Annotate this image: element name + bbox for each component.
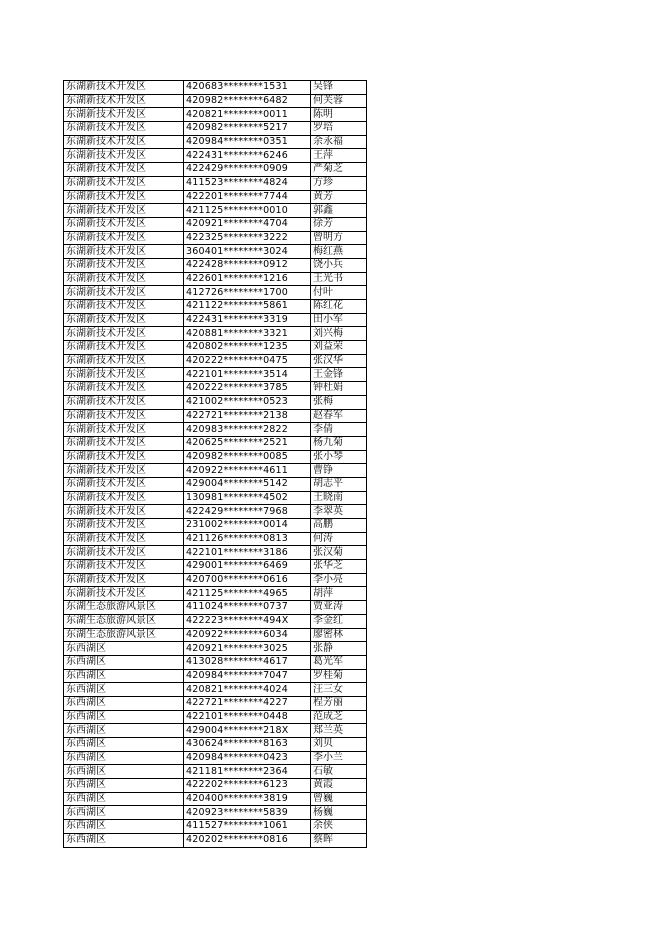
name-cell[interactable]: 方珍 bbox=[311, 176, 367, 190]
district-cell[interactable]: 东湖生态旅游风景区 bbox=[64, 614, 184, 628]
table-body bbox=[64, 81, 367, 848]
id-number-cell[interactable]: 420921********3025 bbox=[184, 642, 311, 656]
id-number-cell[interactable]: 422431********6246 bbox=[184, 149, 311, 163]
district-cell[interactable]: 东湖新技术开发区 bbox=[64, 272, 184, 286]
district-cell[interactable]: 东湖新技术开发区 bbox=[64, 368, 184, 382]
name-cell[interactable]: 李翠英 bbox=[311, 505, 367, 519]
district-cell[interactable]: 东湖新技术开发区 bbox=[64, 122, 184, 136]
district-cell[interactable]: 东湖新技术开发区 bbox=[64, 354, 184, 368]
name-cell[interactable]: 张小琴 bbox=[311, 450, 367, 464]
id-number-cell[interactable]: 420821********0011 bbox=[184, 108, 311, 122]
table-row bbox=[64, 464, 367, 478]
name-cell[interactable]: 胡志平 bbox=[311, 477, 367, 491]
name-cell[interactable]: 李倩 bbox=[311, 423, 367, 437]
id-number-cell[interactable]: 360401********3024 bbox=[184, 245, 311, 259]
name-cell[interactable]: 王萍 bbox=[311, 149, 367, 163]
district-cell[interactable]: 东西湖区 bbox=[64, 833, 184, 847]
id-number-cell[interactable]: 411024********0737 bbox=[184, 601, 311, 615]
id-number-cell[interactable]: 420982********5217 bbox=[184, 122, 311, 136]
table-row bbox=[64, 642, 367, 656]
name-cell[interactable]: 范成芝 bbox=[311, 710, 367, 724]
district-cell[interactable]: 东湖新技术开发区 bbox=[64, 491, 184, 505]
district-cell[interactable]: 东湖新技术开发区 bbox=[64, 587, 184, 601]
id-number-cell[interactable]: 420922********6034 bbox=[184, 628, 311, 642]
name-cell[interactable]: 张华芝 bbox=[311, 560, 367, 574]
table-row bbox=[64, 491, 367, 505]
table-row bbox=[64, 696, 367, 710]
table-row bbox=[64, 231, 367, 245]
id-number-cell[interactable]: 421125********0010 bbox=[184, 204, 311, 218]
id-number-cell[interactable]: 422721********2138 bbox=[184, 409, 311, 423]
name-cell[interactable]: 罗桂菊 bbox=[311, 669, 367, 683]
district-cell[interactable]: 东湖新技术开发区 bbox=[64, 450, 184, 464]
id-number-cell[interactable]: 422101********3514 bbox=[184, 368, 311, 382]
id-number-cell[interactable]: 422223********494X bbox=[184, 614, 311, 628]
table-row bbox=[64, 477, 367, 491]
name-cell[interactable]: 曹铮 bbox=[311, 464, 367, 478]
id-number-cell[interactable]: 411527********1061 bbox=[184, 820, 311, 834]
id-number-cell[interactable]: 422101********0448 bbox=[184, 710, 311, 724]
table-row bbox=[64, 149, 367, 163]
name-cell[interactable]: 王光书 bbox=[311, 272, 367, 286]
id-number-cell[interactable]: 422101********3186 bbox=[184, 546, 311, 560]
name-cell[interactable]: 李金红 bbox=[311, 614, 367, 628]
district-cell[interactable]: 东湖新技术开发区 bbox=[64, 190, 184, 204]
name-cell[interactable]: 何涛 bbox=[311, 532, 367, 546]
name-cell[interactable]: 葛光军 bbox=[311, 655, 367, 669]
id-number-cell[interactable]: 420222********0475 bbox=[184, 354, 311, 368]
name-cell[interactable]: 刘贝 bbox=[311, 738, 367, 752]
district-cell[interactable]: 东湖新技术开发区 bbox=[64, 149, 184, 163]
table-row bbox=[64, 724, 367, 738]
table-row bbox=[64, 519, 367, 533]
id-number-cell[interactable]: 429004********5142 bbox=[184, 477, 311, 491]
id-number-cell[interactable]: 130981********4502 bbox=[184, 491, 311, 505]
district-cell[interactable]: 东湖新技术开发区 bbox=[64, 231, 184, 245]
id-number-cell[interactable]: 422721********4227 bbox=[184, 696, 311, 710]
district-cell[interactable]: 东西湖区 bbox=[64, 792, 184, 806]
table-row bbox=[64, 135, 367, 149]
district-cell[interactable]: 东湖新技术开发区 bbox=[64, 409, 184, 423]
district-cell[interactable]: 东湖新技术开发区 bbox=[64, 94, 184, 108]
district-cell[interactable]: 东湖新技术开发区 bbox=[64, 436, 184, 450]
id-number-cell[interactable]: 420984********0351 bbox=[184, 135, 311, 149]
table-row bbox=[64, 286, 367, 300]
table-row bbox=[64, 300, 367, 314]
id-number-cell[interactable]: 413028********4617 bbox=[184, 655, 311, 669]
id-number-cell[interactable]: 429001********6469 bbox=[184, 560, 311, 574]
name-cell[interactable]: 余侠 bbox=[311, 820, 367, 834]
id-number-cell[interactable]: 421181********2364 bbox=[184, 765, 311, 779]
table-row bbox=[64, 560, 367, 574]
name-cell[interactable]: 程芳丽 bbox=[311, 696, 367, 710]
district-cell[interactable]: 东西湖区 bbox=[64, 820, 184, 834]
district-cell[interactable]: 东西湖区 bbox=[64, 765, 184, 779]
table-row bbox=[64, 738, 367, 752]
table-row bbox=[64, 436, 367, 450]
table-row bbox=[64, 341, 367, 355]
id-number-cell[interactable]: 420982********6482 bbox=[184, 94, 311, 108]
district-cell[interactable]: 东湖新技术开发区 bbox=[64, 286, 184, 300]
name-cell[interactable]: 钟杜娟 bbox=[311, 382, 367, 396]
name-cell[interactable]: 黄芳 bbox=[311, 190, 367, 204]
table-row bbox=[64, 176, 367, 190]
table-row bbox=[64, 833, 367, 847]
id-number-cell[interactable]: 412726********1700 bbox=[184, 286, 311, 300]
name-cell[interactable]: 李小兰 bbox=[311, 751, 367, 765]
table-row bbox=[64, 601, 367, 615]
id-number-cell[interactable]: 420202********0816 bbox=[184, 833, 311, 847]
id-number-cell[interactable]: 420922********4611 bbox=[184, 464, 311, 478]
id-number-cell[interactable]: 420700********0616 bbox=[184, 573, 311, 587]
table-row bbox=[64, 710, 367, 724]
table-row bbox=[64, 765, 367, 779]
id-number-cell[interactable]: 420982********0085 bbox=[184, 450, 311, 464]
id-number-cell[interactable]: 421126********0813 bbox=[184, 532, 311, 546]
name-cell[interactable]: 郭鑫 bbox=[311, 204, 367, 218]
table-row bbox=[64, 669, 367, 683]
district-cell[interactable]: 东湖新技术开发区 bbox=[64, 81, 184, 95]
name-cell[interactable]: 胡萍 bbox=[311, 587, 367, 601]
table-row bbox=[64, 779, 367, 793]
id-number-cell[interactable]: 421002********0523 bbox=[184, 395, 311, 409]
table-row bbox=[64, 217, 367, 231]
table-row bbox=[64, 354, 367, 368]
name-cell[interactable]: 杨巍 bbox=[311, 806, 367, 820]
district-cell[interactable]: 东西湖区 bbox=[64, 806, 184, 820]
district-cell[interactable]: 东湖新技术开发区 bbox=[64, 135, 184, 149]
table-row bbox=[64, 546, 367, 560]
district-cell[interactable]: 东湖新技术开发区 bbox=[64, 108, 184, 122]
district-cell[interactable]: 东西湖区 bbox=[64, 779, 184, 793]
table-row bbox=[64, 532, 367, 546]
district-cell[interactable]: 东湖生态旅游风景区 bbox=[64, 628, 184, 642]
id-number-cell[interactable]: 420923********5839 bbox=[184, 806, 311, 820]
id-number-cell[interactable]: 420683********1531 bbox=[184, 81, 311, 95]
table-row bbox=[64, 258, 367, 272]
id-number-cell[interactable]: 422428********0912 bbox=[184, 258, 311, 272]
name-cell[interactable]: 王金锋 bbox=[311, 368, 367, 382]
name-cell[interactable]: 刘益荣 bbox=[311, 341, 367, 355]
table-row bbox=[64, 423, 367, 437]
table-row bbox=[64, 683, 367, 697]
district-cell[interactable]: 东湖新技术开发区 bbox=[64, 327, 184, 341]
table-row bbox=[64, 751, 367, 765]
data-table bbox=[63, 80, 367, 848]
district-cell[interactable]: 东西湖区 bbox=[64, 683, 184, 697]
district-cell[interactable]: 东湖新技术开发区 bbox=[64, 532, 184, 546]
table-row bbox=[64, 108, 367, 122]
district-cell[interactable]: 东湖新技术开发区 bbox=[64, 245, 184, 259]
district-cell[interactable]: 东西湖区 bbox=[64, 724, 184, 738]
name-cell[interactable]: 高鹏 bbox=[311, 519, 367, 533]
id-number-cell[interactable]: 420625********2521 bbox=[184, 436, 311, 450]
district-cell[interactable]: 东西湖区 bbox=[64, 696, 184, 710]
name-cell[interactable]: 蔡晖 bbox=[311, 833, 367, 847]
name-cell[interactable]: 贾亚涛 bbox=[311, 601, 367, 615]
id-number-cell[interactable]: 420400********3819 bbox=[184, 792, 311, 806]
table-row bbox=[64, 820, 367, 834]
table-row bbox=[64, 587, 367, 601]
id-number-cell[interactable]: 231002********0014 bbox=[184, 519, 311, 533]
name-cell[interactable]: 田小军 bbox=[311, 313, 367, 327]
name-cell[interactable]: 饶小兵 bbox=[311, 258, 367, 272]
name-cell[interactable]: 张梅 bbox=[311, 395, 367, 409]
name-cell[interactable]: 何芙蓉 bbox=[311, 94, 367, 108]
name-cell[interactable]: 汪三女 bbox=[311, 683, 367, 697]
name-cell[interactable]: 石敏 bbox=[311, 765, 367, 779]
district-cell[interactable]: 东湖新技术开发区 bbox=[64, 258, 184, 272]
id-number-cell[interactable]: 421122********5861 bbox=[184, 300, 311, 314]
district-cell[interactable]: 东湖生态旅游风景区 bbox=[64, 601, 184, 615]
table-row bbox=[64, 368, 367, 382]
table-row bbox=[64, 628, 367, 642]
table-row bbox=[64, 395, 367, 409]
district-cell[interactable]: 东湖新技术开发区 bbox=[64, 204, 184, 218]
district-cell[interactable]: 东西湖区 bbox=[64, 669, 184, 683]
name-cell[interactable]: 杨九菊 bbox=[311, 436, 367, 450]
district-cell[interactable]: 东湖新技术开发区 bbox=[64, 477, 184, 491]
table-row bbox=[64, 163, 367, 177]
name-cell[interactable]: 赵春军 bbox=[311, 409, 367, 423]
id-number-cell[interactable]: 420821********4024 bbox=[184, 683, 311, 697]
table-row bbox=[64, 450, 367, 464]
id-number-cell[interactable]: 422202********6123 bbox=[184, 779, 311, 793]
id-number-cell[interactable]: 420222********3785 bbox=[184, 382, 311, 396]
name-cell[interactable]: 余永福 bbox=[311, 135, 367, 149]
id-number-cell[interactable]: 422429********0909 bbox=[184, 163, 311, 177]
name-cell[interactable]: 陈明 bbox=[311, 108, 367, 122]
district-cell[interactable]: 东湖新技术开发区 bbox=[64, 382, 184, 396]
district-cell[interactable]: 东湖新技术开发区 bbox=[64, 176, 184, 190]
id-number-cell[interactable]: 411523********4824 bbox=[184, 176, 311, 190]
district-cell[interactable]: 东湖新技术开发区 bbox=[64, 573, 184, 587]
table-row bbox=[64, 614, 367, 628]
table-row bbox=[64, 94, 367, 108]
table-row bbox=[64, 409, 367, 423]
table-row bbox=[64, 505, 367, 519]
id-number-cell[interactable]: 421125********4965 bbox=[184, 587, 311, 601]
name-cell[interactable]: 刘兴梅 bbox=[311, 327, 367, 341]
table-row bbox=[64, 81, 367, 95]
name-cell[interactable]: 张汉华 bbox=[311, 354, 367, 368]
id-number-cell[interactable]: 420802********1235 bbox=[184, 341, 311, 355]
district-cell[interactable]: 东湖新技术开发区 bbox=[64, 546, 184, 560]
district-cell[interactable]: 东湖新技术开发区 bbox=[64, 313, 184, 327]
district-cell[interactable]: 东湖新技术开发区 bbox=[64, 560, 184, 574]
table-row bbox=[64, 190, 367, 204]
table-row bbox=[64, 313, 367, 327]
district-cell[interactable]: 东西湖区 bbox=[64, 642, 184, 656]
id-number-cell[interactable]: 422325********3222 bbox=[184, 231, 311, 245]
district-cell[interactable]: 东湖新技术开发区 bbox=[64, 217, 184, 231]
id-number-cell[interactable]: 420984********0423 bbox=[184, 751, 311, 765]
table-row bbox=[64, 382, 367, 396]
name-cell[interactable]: 严菊芝 bbox=[311, 163, 367, 177]
id-number-cell[interactable]: 430624********8163 bbox=[184, 738, 311, 752]
district-cell[interactable]: 东湖新技术开发区 bbox=[64, 395, 184, 409]
name-cell[interactable]: 张静 bbox=[311, 642, 367, 656]
id-number-cell[interactable]: 429004********218X bbox=[184, 724, 311, 738]
name-cell[interactable]: 梅红燕 bbox=[311, 245, 367, 259]
name-cell[interactable]: 李小亮 bbox=[311, 573, 367, 587]
table-row bbox=[64, 122, 367, 136]
name-cell[interactable]: 徐芳 bbox=[311, 217, 367, 231]
id-number-cell[interactable]: 420983********2822 bbox=[184, 423, 311, 437]
id-number-cell[interactable]: 422601********1216 bbox=[184, 272, 311, 286]
name-cell[interactable]: 曾巍 bbox=[311, 792, 367, 806]
district-cell[interactable]: 东西湖区 bbox=[64, 751, 184, 765]
id-number-cell[interactable]: 422431********3319 bbox=[184, 313, 311, 327]
id-number-cell[interactable]: 420921********4704 bbox=[184, 217, 311, 231]
name-cell[interactable]: 付叶 bbox=[311, 286, 367, 300]
district-cell[interactable]: 东湖新技术开发区 bbox=[64, 505, 184, 519]
table-row bbox=[64, 272, 367, 286]
table-row bbox=[64, 655, 367, 669]
name-cell[interactable]: 罗培 bbox=[311, 122, 367, 136]
id-number-cell[interactable]: 420881********3321 bbox=[184, 327, 311, 341]
district-cell[interactable]: 东湖新技术开发区 bbox=[64, 464, 184, 478]
id-number-cell[interactable]: 420984********7047 bbox=[184, 669, 311, 683]
district-cell[interactable]: 东西湖区 bbox=[64, 655, 184, 669]
name-cell[interactable]: 郑兰英 bbox=[311, 724, 367, 738]
name-cell[interactable]: 黄霞 bbox=[311, 779, 367, 793]
name-cell[interactable]: 曾明方 bbox=[311, 231, 367, 245]
name-cell[interactable]: 王晓南 bbox=[311, 491, 367, 505]
id-number-cell[interactable]: 422429********7968 bbox=[184, 505, 311, 519]
table-row bbox=[64, 327, 367, 341]
id-number-cell[interactable]: 422201********7744 bbox=[184, 190, 311, 204]
name-cell[interactable]: 张汉菊 bbox=[311, 546, 367, 560]
district-cell[interactable]: 东湖新技术开发区 bbox=[64, 519, 184, 533]
district-cell[interactable]: 东湖新技术开发区 bbox=[64, 341, 184, 355]
table-row bbox=[64, 245, 367, 259]
table-row bbox=[64, 806, 367, 820]
district-cell[interactable]: 东西湖区 bbox=[64, 710, 184, 724]
name-cell[interactable]: 陈红花 bbox=[311, 300, 367, 314]
district-cell[interactable]: 东湖新技术开发区 bbox=[64, 163, 184, 177]
table-row bbox=[64, 792, 367, 806]
table-row bbox=[64, 204, 367, 218]
district-cell[interactable]: 东湖新技术开发区 bbox=[64, 300, 184, 314]
name-cell[interactable]: 廖密林 bbox=[311, 628, 367, 642]
name-cell[interactable]: 吴锋 bbox=[311, 81, 367, 95]
district-cell[interactable]: 东湖新技术开发区 bbox=[64, 423, 184, 437]
district-cell[interactable]: 东西湖区 bbox=[64, 738, 184, 752]
table-row bbox=[64, 573, 367, 587]
